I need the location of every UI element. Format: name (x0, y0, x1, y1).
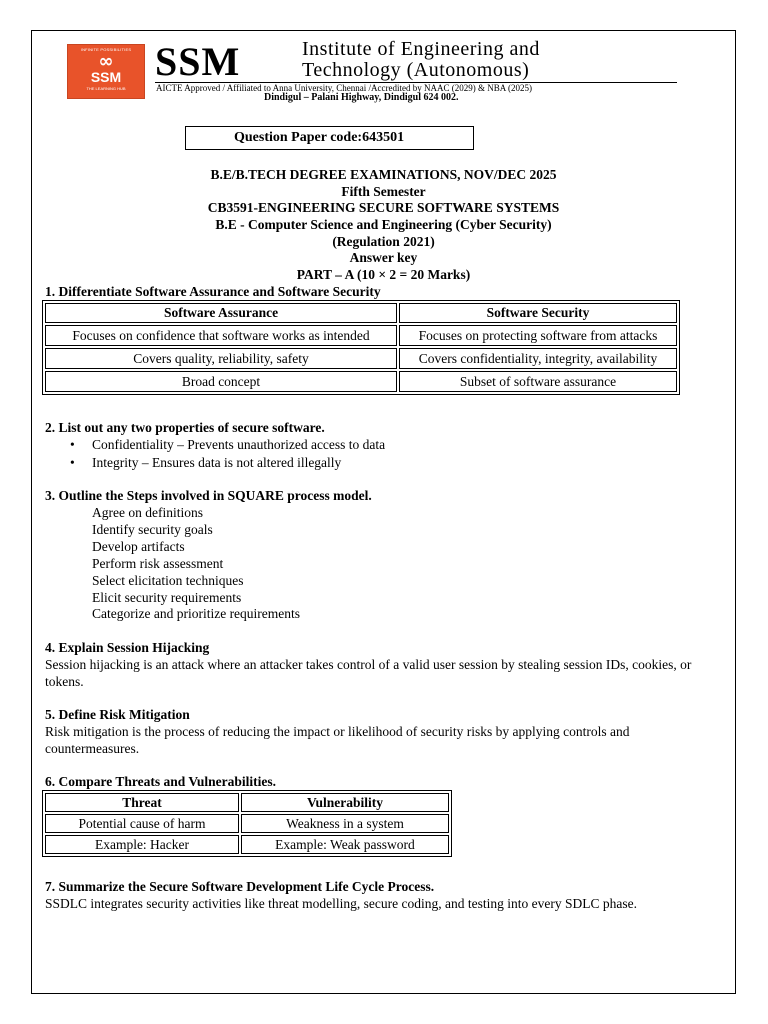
q2-bullet-text: Confidentiality – Prevents unauthorized access to data (92, 437, 386, 452)
exam-title: B.E/B.TECH DEGREE EXAMINATIONS, NOV/DEC 2025 (210, 167, 557, 182)
institute-name-line2: Technology (Autonomous) (302, 59, 530, 81)
q1-table (42, 300, 680, 395)
logo-text: SSM (90, 69, 122, 85)
list-item: Select elicitation techniques (92, 573, 244, 588)
q4-heading: 4. Explain Session Hijacking (45, 640, 210, 655)
exam-semester: Fifth Semester (341, 184, 426, 199)
question-paper-code-box: Question Paper code:643501 (185, 126, 474, 150)
ssm-logo (67, 44, 145, 99)
part-heading: PART – A (10 × 2 = 20 Marks) (296, 267, 471, 282)
q6-header-vulnerability: Vulnerability (241, 793, 449, 812)
table-cell: Focuses on protecting software from attacks (399, 325, 677, 346)
q6-heading: 6. Compare Threats and Vulnerabilities. (45, 774, 277, 789)
list-item: • Integrity – Ensures data is not altered illegally (70, 455, 342, 470)
q6-header-threat: Threat (45, 793, 239, 812)
regulation: (Regulation 2021) (332, 234, 435, 249)
brand-name: SSM (155, 39, 241, 84)
q2-bullet-text: Integrity – Ensures data is not altered illegally (92, 455, 342, 470)
list-item: Elicit security requirements (92, 590, 242, 605)
table-cell: Broad concept (45, 371, 397, 392)
q1-header-assurance: Software Assurance (45, 303, 397, 323)
list-item: Develop artifacts (92, 539, 185, 554)
list-item: • Confidentiality – Prevents unauthorized access to data (70, 437, 386, 452)
q2-heading: 2. List out any two properties of secure software. (45, 420, 325, 435)
list-item: Agree on definitions (92, 505, 203, 520)
list-item: Identify security goals (92, 522, 213, 537)
q1-header-security: Software Security (399, 303, 677, 323)
q5-answer: Risk mitigation is the process of reducing the impact or likelihood of security risks by applying controls and countermeasures. (45, 724, 630, 756)
branch-title: B.E - Computer Science and Engineering (Cyber Security) (215, 217, 552, 232)
logo-tagline-bottom: THE LEARNING HUB (86, 86, 126, 91)
q6-table (42, 790, 452, 857)
table-cell: Example: Hacker (45, 835, 239, 854)
table-cell: Covers quality, reliability, safety (45, 348, 397, 369)
q7-heading: 7. Summarize the Secure Software Development Life Cycle Process. (45, 879, 435, 894)
table-cell: Weakness in a system (241, 814, 449, 833)
q3-heading: 3. Outline the Steps involved in SQUARE process model. (45, 488, 372, 503)
institute-address: Dindigul – Palani Highway, Dindigul 624 002. (264, 92, 459, 103)
institute-name-line1: Institute of Engineering and (302, 38, 540, 60)
q7-answer: SSDLC integrates security activities like threat modelling, secure coding, and testing into every SDLC phase. (45, 896, 637, 911)
course-title: CB3591-ENGINEERING SECURE SOFTWARE SYSTEMS (207, 200, 560, 215)
table-cell: Potential cause of harm (45, 814, 239, 833)
accreditation-text: AICTE Approved / Affiliated to Anna University, Chennai /Accredited by NAAC (2029) & NBA (2025) (156, 83, 532, 93)
table-cell: Subset of software assurance (399, 371, 677, 392)
doc-type: Answer key (349, 250, 418, 265)
list-item: Categorize and prioritize requirements (92, 606, 301, 621)
infinity-icon: ∞ (98, 51, 114, 72)
table-cell: Example: Weak password (241, 835, 449, 854)
table-cell: Focuses on confidence that software works as intended (45, 325, 397, 346)
q5-heading: 5. Define Risk Mitigation (45, 707, 190, 722)
logo-tagline-top: INFINITE POSSIBILITIES (80, 47, 132, 52)
list-item: Perform risk assessment (92, 556, 224, 571)
q4-answer: Session hijacking is an attack where an attacker takes control of a valid user session by stealing session IDs, cookies, or tokens. (45, 657, 692, 689)
q1-heading: 1. Differentiate Software Assurance and Software Security (45, 284, 381, 299)
table-cell: Covers confidentiality, integrity, availability (399, 348, 677, 369)
